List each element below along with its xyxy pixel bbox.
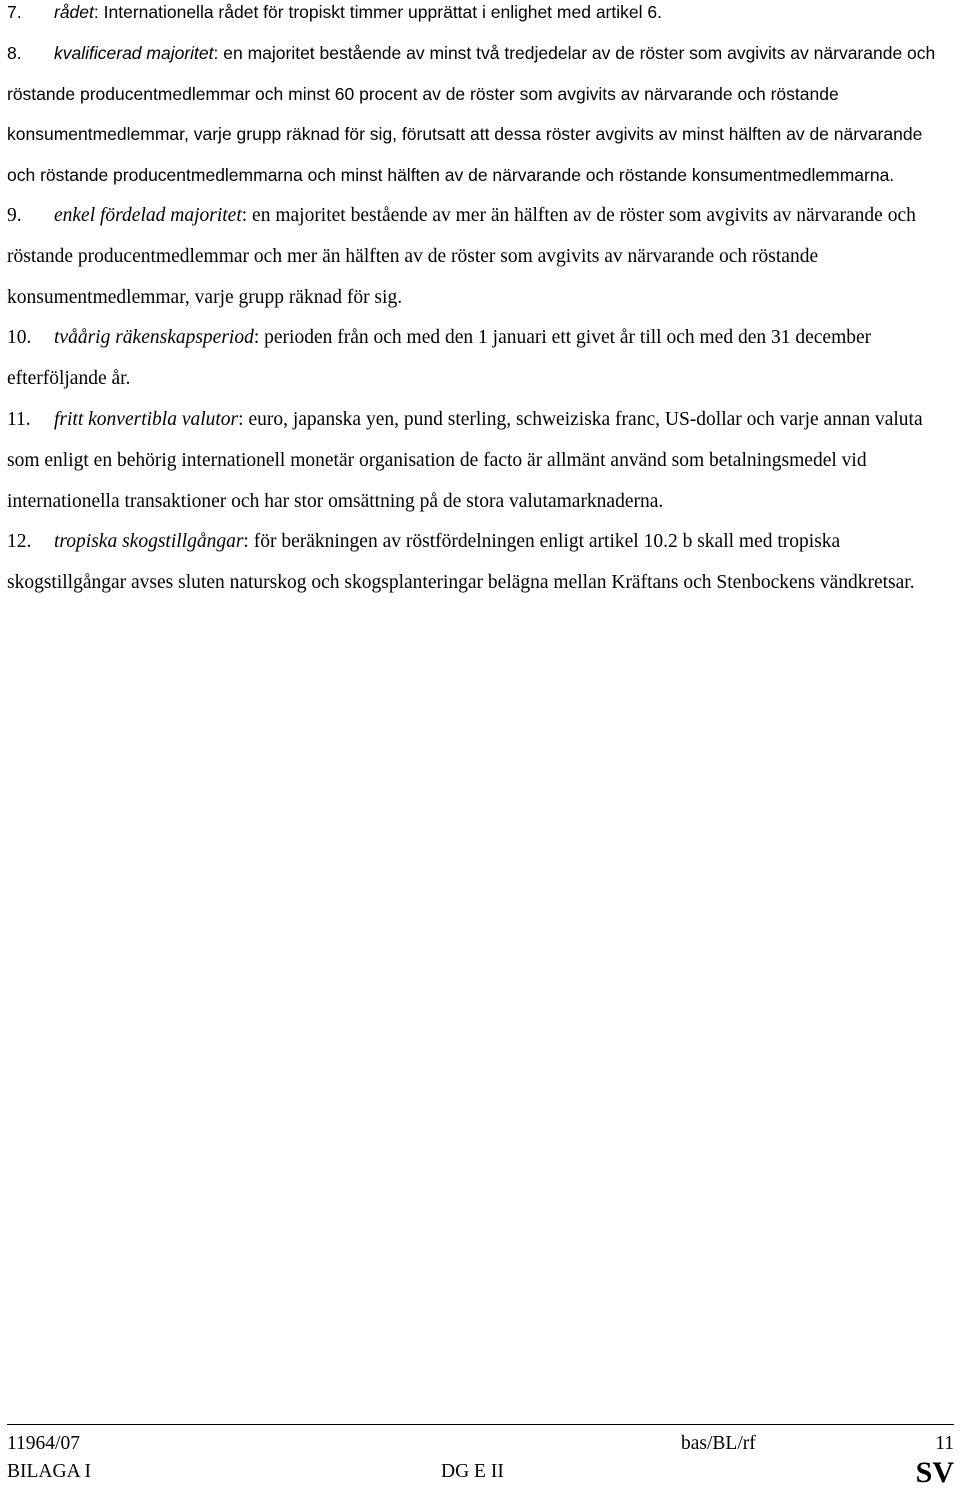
- defined-term: tvåårig räkenskapsperiod: [54, 327, 254, 349]
- definition-text: Internationella rådet för tropiskt timmer upprättat i enlighet med artikel 6.: [98, 2, 662, 22]
- item-number: 11.: [7, 408, 31, 430]
- definition-item-12: [7, 522, 952, 604]
- definition-item-10: [7, 318, 952, 400]
- term-colon: :: [213, 42, 219, 63]
- defined-term: kvalificerad majoritet: [54, 42, 214, 63]
- term-colon: :: [93, 2, 99, 22]
- definition-text: perioden från och med den 1 januari ett givet år till och med den 31 december efterföljande år.: [7, 327, 872, 390]
- page-number: 11: [935, 1433, 954, 1454]
- defined-term: enkel fördelad majoritet: [54, 204, 242, 226]
- definition-item-7: [7, 0, 952, 33]
- term-colon: :: [243, 531, 249, 553]
- defined-term: fritt konvertibla valutor: [54, 408, 239, 430]
- directorate-label: DG E II: [441, 1461, 504, 1482]
- definition-text: en majoritet bestående av minst två tredjedelar av de röster som avgivits av närvarande och röstande producentmedlemmar och minst 60 procent av de röster som avgivits av närvarande och röstande konsumentmedlemmar, varje grupp räknad för sig, förutsatt att dessa röster avgivits av minst hälften av de närvarande och röstande producentmedlemmarna och minst hälften av de närvarande och röstande konsumentmedlemmarna.: [7, 42, 936, 186]
- item-number: 7.: [7, 2, 22, 22]
- item-number: 10.: [7, 327, 32, 349]
- definition-text: euro, japanska yen, pund sterling, schweiziska franc, US-dollar och varje annan valuta som enligt en behörig internationell monetär organisation de facto är allmänt använd som betalningsmedel vid internationella transaktioner och har stor omsättning på de stora valutamarknaderna.: [7, 408, 923, 512]
- definition-item-11: [7, 400, 952, 522]
- term-colon: :: [241, 204, 248, 226]
- definition-item-8: [7, 33, 952, 196]
- annex-label: BILAGA I: [7, 1461, 91, 1482]
- defined-term: rådet: [54, 2, 94, 22]
- definition-text: en majoritet bestående av mer än hälften av de röster som avgivits av närvarande och röstande producentmedlemmar och mer än hälften av de röster som avgivits av närvarande och röstande konsumentmedlemmar, varje grupp räknad för sig.: [7, 204, 916, 308]
- footer-row-top: [7, 1425, 954, 1455]
- document-number: 11964/07: [7, 1433, 80, 1454]
- item-number: 8.: [7, 42, 22, 63]
- definition-item-9: [7, 196, 952, 318]
- page-footer: [7, 1424, 954, 1489]
- item-number: 12.: [7, 531, 32, 553]
- document-body: [7, 0, 952, 612]
- item-number: 9.: [7, 204, 22, 226]
- definition-text: för beräkningen av röstfördelningen enligt artikel 10.2 b skall med tropiska skogstillgångar avses sluten naturskog och skogsplanteringar belägna mellan Kräftans och Stenbockens vändkretsar.: [7, 531, 915, 594]
- reference-code: bas/BL/rf: [681, 1433, 756, 1454]
- term-colon: :: [253, 327, 260, 349]
- term-colon: :: [238, 408, 244, 430]
- footer-row-bottom: [7, 1455, 954, 1489]
- language-code: SV: [915, 1456, 954, 1489]
- defined-term: tropiska skogstillgångar: [54, 531, 244, 553]
